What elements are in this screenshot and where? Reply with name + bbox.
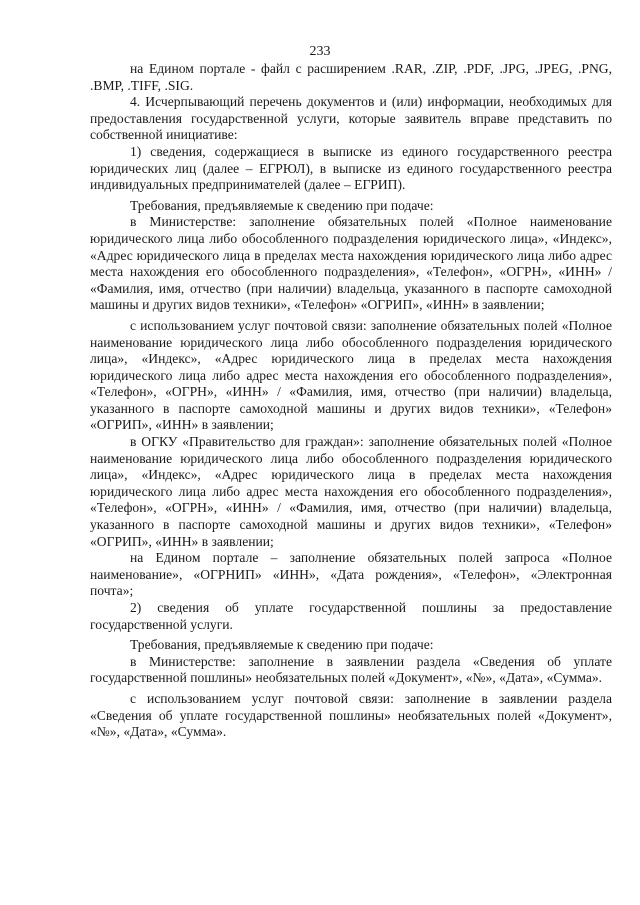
paragraph-file-formats: на Едином портале - файл с расширением .RAR, .ZIP, .PDF, .JPG, .JPEG, .PNG, .BMP, .TIFF, .SIG. xyxy=(90,61,612,93)
paragraph-subitem-2: 2) сведения об уплате государственной пошлины за предоставление государственной услуги. xyxy=(90,600,612,632)
paragraph-requirements-2: Требования, предъявляемые к сведению при подаче: xyxy=(130,637,434,653)
page-number: 233 xyxy=(309,44,331,59)
paragraph-ministry-1: в Министерстве: заполнение обязательных полей «Полное наименование юридического лица либо обособленного подразделения юридического лица», «Индекс», «Адрес юридического лица в пределах места нахождения юридического лица либо адрес места нахождения его обособленного подразделения», «Телефон», «ОГРН», «ИНН» / «Фамилия, имя, отчество (при наличии) владельца, указанного в паспорте самоходной машины и других видов техники», «Телефон» «ОГРИП», «ИНН» в заявлении; xyxy=(90,214,612,313)
paragraph-ministry-2: в Министерстве: заполнение в заявлении раздела «Сведения об уплате государственной пошлины» необязательных полей «Документ», «№», «Дата», «Сумма». xyxy=(90,653,612,686)
paragraph-postal-1: с использованием услуг почтовой связи: заполнение обязательных полей «Полное наименование юридического лица либо обособленного подразделения юридического лица», «Индекс», «Адрес юридического лица в пределах места нахождения юридического лица либо адрес места нахождения его обособленного подразделения», «Телефон», «ОГРН», «ИНН» / «Фамилия, имя, отчество (при наличии) владельца, указанного в паспорте самоходной машины и других видов техники», «Телефон» «ОГРИП», «ИНН» в заявлении; xyxy=(90,317,612,433)
paragraph-postal-2: с использованием услуг почтовой связи: заполнение в заявлении раздела «Сведения об уплате государственной пошлины» необязательных полей «Документ», «№», «Дата», «Сумма». xyxy=(90,690,612,740)
paragraph-subitem-1: 1) сведения, содержащиеся в выписке из единого государственного реестра юридических лиц (далее – ЕГРЮЛ), в выписке из единого государственного реестра индивидуальных предпринимателей (далее – ЕГРИП). xyxy=(90,143,612,193)
paragraph-portal: на Едином портале – заполнение обязательных полей запроса «Полное наименование», «ОГРНИП» «ИНН», «Дата рождения», «Телефон», «Электронная почта»; xyxy=(90,550,612,599)
document-body xyxy=(90,61,612,741)
paragraph-ogku: в ОГКУ «Правительство для граждан»: заполнение обязательных полей «Полное наименование юридического лица либо обособленного подразделения юридического лица», «Индекс», «Адрес юридического лица в пределах места нахождения юридического лица либо адрес места нахождения его обособленного подразделения», «Телефон», «ОГРН», «ИНН» / «Фамилия, имя, отчество (при наличии) владельца, указанного в паспорте самоходной машины и других видов техники», «Телефон» «ОГРИП», «ИНН» в заявлении; xyxy=(90,434,612,549)
paragraph-item-4: 4. Исчерпывающий перечень документов и (или) информации, необходимых для предоставления государственной услуги, которые заявитель вправе представить по собственной инициативе: xyxy=(90,94,612,143)
paragraph-requirements-1: Требования, предъявляемые к сведению при подаче: xyxy=(130,197,434,213)
